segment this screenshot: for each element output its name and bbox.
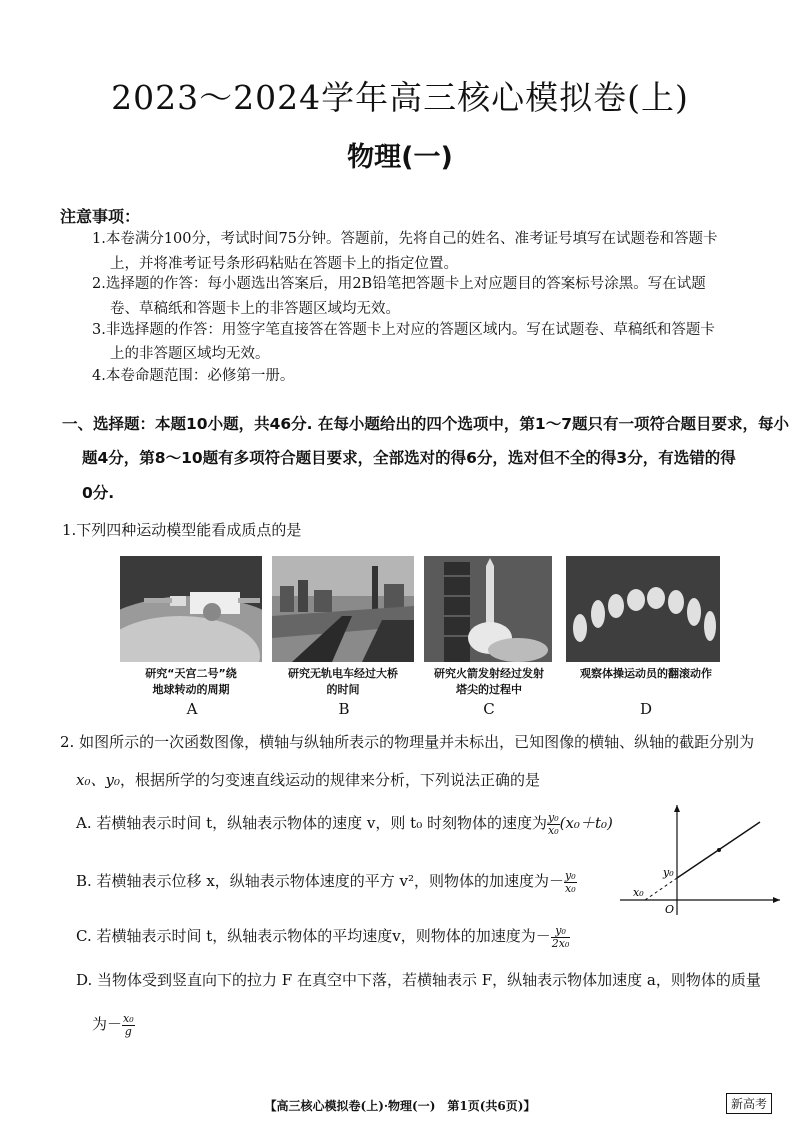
option-b-caption: 研究无轨电车经过大桥 的时间 bbox=[288, 667, 398, 696]
origin-label: O bbox=[665, 903, 675, 916]
question-2-stem: 2. 如图所示的一次函数图像，横轴与纵轴所表示的物理量并未标出，已知图像的横轴、纵轴的截距分别为 bbox=[60, 733, 755, 751]
linear-function-graph bbox=[615, 800, 785, 920]
page-footer: 【高三核心模拟卷(上)·物理(一) 第1页(共6页)】 bbox=[264, 1099, 536, 1113]
section-instruction: 0分. bbox=[82, 484, 115, 502]
notice-item: 上，并将准考证号条形码粘贴在答题卡上的指定位置。 bbox=[110, 256, 458, 272]
q2-option-b: B. 若横轴表示位移 x，纵轴表示物体速度的平方 v²，则物体的加速度为－ $\frac{\text{y₀}}{\text{x₀}}$ bbox=[76, 868, 576, 895]
line-point bbox=[717, 848, 721, 852]
q2-option-c: C. 若横轴表示时间 t，纵轴表示物体的平均速度v，则物体的加速度为－ $\frac{\text{y₀}}{\text{2x₀}}$ bbox=[76, 923, 570, 950]
space-station-image bbox=[120, 556, 262, 662]
q2-option-a: A. 若横轴表示时间 t，纵轴表示物体的速度 v，则 t₀ 时刻物体的速度为 $\frac{\text{y₀}}{\text{x₀}}$ (x₀＋t₀) bbox=[76, 810, 613, 837]
dashed-extension bbox=[645, 878, 677, 900]
option-a-caption: 研究“天宫二号”绕 地球转动的周期 bbox=[145, 667, 237, 696]
section-instruction: 一、选择题：本题10小题，共46分. 在每小题给出的四个选项中，第1～7题只有一项符合题目要求，每小 bbox=[62, 415, 789, 433]
notice-item: 卷、草稿纸和答题卡上的非答题区域均无效。 bbox=[110, 301, 400, 317]
exam-type-tag: 新高考 bbox=[726, 1093, 772, 1114]
notice-item: 上的非答题区域均无效。 bbox=[110, 346, 270, 362]
notice-item: 4.本卷命题范围：必修第一册。 bbox=[92, 368, 295, 384]
option-d-caption: 观察体操运动员的翻滚动作 bbox=[580, 667, 712, 680]
x-axis-arrow bbox=[773, 897, 780, 903]
option-a-letter: A bbox=[186, 700, 198, 718]
tram-bridge-image bbox=[272, 556, 414, 662]
notice-item: 3.非选择题的作答：用签字笔直接答在答题卡上对应的答题区域内。写在试题卷、草稿纸和答题卡 bbox=[92, 322, 715, 338]
page-title: 2023～2024学年高三核心模拟卷(上) bbox=[111, 78, 689, 117]
subject-title: 物理(一) bbox=[347, 142, 453, 173]
option-b-letter: B bbox=[338, 700, 350, 718]
section-instruction: 题4分，第8～10题有多项符合题目要求，全部选对的得6分，选对但不全的得3分，有选错的得 bbox=[82, 449, 736, 467]
rocket-launch-image bbox=[424, 556, 552, 662]
y-axis-arrow bbox=[674, 805, 680, 812]
y0-label: y₀ bbox=[663, 866, 674, 879]
option-c-caption: 研究火箭发射经过发射 塔尖的过程中 bbox=[434, 667, 544, 696]
question-2-stem-cont: x₀、y₀，根据所学的匀变速直线运动的规律来分析，下列说法正确的是 bbox=[76, 771, 540, 789]
gymnast-image bbox=[566, 556, 720, 662]
notice-item: 2.选择题的作答：每小题选出答案后，用2B铅笔把答题卡上对应题目的答案标号涂黑。写在试题 bbox=[92, 276, 706, 292]
option-c-letter: C bbox=[483, 700, 495, 718]
notice-heading: 注意事项： bbox=[60, 207, 141, 226]
q2-option-d-cont: 为－ $\frac{\text{x₀}}{g}$ bbox=[92, 1011, 134, 1038]
option-d-letter: D bbox=[639, 700, 653, 718]
q2-option-d: D. 当物体受到竖直向下的拉力 F 在真空中下落，若横轴表示 F，纵轴表示物体加速度 a，则物体的质量 bbox=[76, 971, 761, 989]
x0-label: x₀ bbox=[633, 886, 644, 899]
question-1-stem: 1.下列四种运动模型能看成质点的是 bbox=[62, 521, 302, 539]
notice-item: 1.本卷满分100分，考试时间75分钟。答题前，先将自己的姓名、准考证号填写在试题卷和答题卡 bbox=[92, 231, 718, 247]
